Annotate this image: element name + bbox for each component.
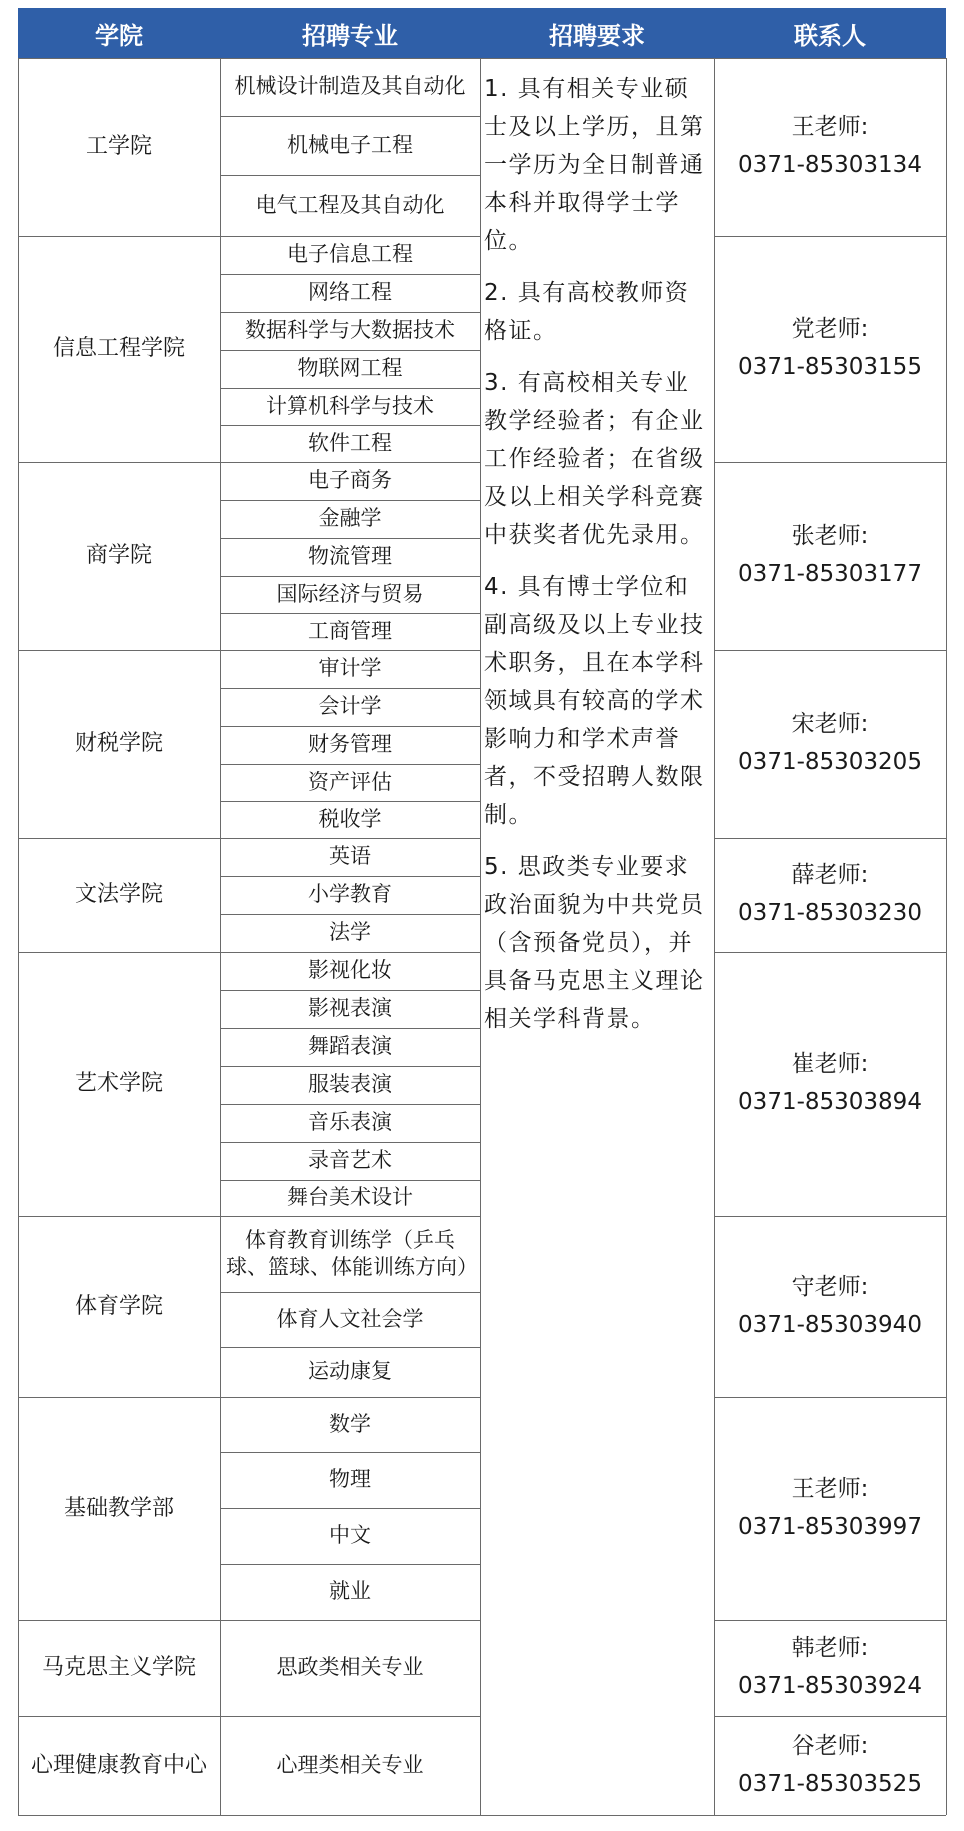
- major-cell: 物流管理: [308, 544, 392, 569]
- major-cell: 网络工程: [308, 280, 392, 305]
- grid-line: [18, 58, 946, 59]
- requirement-5: 5. 思政类专业要求政治面貌为中共党员（含预备党员），并具备马克思主义理论相关学科背景。: [484, 854, 705, 1032]
- contact-phone: 0371-85303155: [738, 354, 922, 380]
- requirements-text: [484, 70, 706, 1052]
- header-requirements: 招聘要求: [480, 8, 714, 58]
- contact-phone: 0371-85303525: [738, 1770, 922, 1797]
- college-name: 心理健康教育中心: [30, 1752, 207, 1778]
- major-cell: 音乐表演: [308, 1110, 392, 1135]
- major-cell: 软件工程: [308, 430, 392, 455]
- major-cell: 服装表演: [308, 1072, 392, 1097]
- grid-line: [946, 58, 947, 1815]
- header-college: 学院: [18, 8, 220, 58]
- major-cell: 影视化妆: [308, 958, 392, 983]
- college-name: 基础教学部: [63, 1495, 174, 1521]
- contact-phone: 0371-85303134: [738, 152, 922, 178]
- major-cell: 国际经济与贸易: [276, 581, 424, 606]
- grid-line: [480, 1815, 714, 1816]
- contact-phone: 0371-85303997: [738, 1513, 922, 1540]
- header-major: 招聘专业: [220, 8, 480, 58]
- major-cell: 中文: [329, 1523, 371, 1548]
- major-cell: 舞台美术设计: [287, 1185, 413, 1210]
- major-cell: 心理类相关专业: [276, 1752, 424, 1777]
- contact-phone: 0371-85303205: [738, 749, 922, 775]
- contact-phone: 0371-85303894: [738, 1089, 922, 1115]
- major-cell: 就业: [329, 1579, 371, 1604]
- requirement-1: 1. 具有相关专业硕士及以上学历，且第一学历为全日制普通本科并取得学士学位。: [484, 76, 705, 254]
- contact-name: 宋老师:: [791, 711, 869, 738]
- contact-cell: [714, 838, 946, 952]
- requirement-4: 4. 具有博士学位和副高级及以上专业技术职务，且在本学科领域具有较高的学术影响力和学术声誉者，不受招聘人数限制。: [484, 574, 705, 828]
- major-cell: 思政类相关专业: [276, 1655, 424, 1680]
- contact-name: 党老师:: [791, 316, 869, 343]
- grid-line: [18, 1815, 480, 1816]
- college-name: 文法学院: [74, 882, 163, 908]
- grid-line: [714, 1815, 946, 1816]
- major-cell: 计算机科学与技术: [266, 393, 434, 418]
- major-cell: 体育人文社会学: [276, 1306, 424, 1331]
- contact-name: 谷老师:: [791, 1732, 869, 1759]
- contact-cell: [714, 1620, 946, 1716]
- contact-cell: [714, 1216, 946, 1397]
- contact-cell: [714, 462, 946, 650]
- college-name: 艺术学院: [74, 1071, 163, 1097]
- contact-name: 王老师:: [791, 1475, 869, 1502]
- requirement-2: 2. 具有高校教师资格证。: [484, 280, 690, 344]
- contact-phone: 0371-85303230: [738, 900, 922, 926]
- college-name: 工学院: [85, 134, 152, 160]
- major-cell: 物理: [329, 1467, 371, 1492]
- major-cell: 录音艺术: [308, 1148, 392, 1173]
- major-cell: 体育教育训练学（乒乓球、篮球、体能训练方向）: [226, 1227, 478, 1279]
- contact-cell: [714, 952, 946, 1216]
- major-cell: 资产评估: [308, 769, 392, 794]
- major-cell: 英语: [329, 844, 371, 869]
- major-cell: 法学: [329, 920, 371, 945]
- major-cell: 电子商务: [308, 468, 392, 493]
- contact-cell: [714, 1716, 946, 1815]
- major-cell: 审计学: [318, 656, 382, 681]
- major-cell: 工商管理: [308, 618, 392, 643]
- college-name: 马克思主义学院: [41, 1655, 196, 1681]
- contact-name: 薛老师:: [791, 862, 869, 889]
- major-cell: 小学教育: [308, 882, 392, 907]
- contact-name: 崔老师:: [791, 1051, 869, 1078]
- major-cell: 物联网工程: [297, 356, 403, 381]
- major-cell: 舞蹈表演: [308, 1034, 392, 1059]
- major-cell: 会计学: [318, 694, 382, 719]
- contact-cell: [714, 1397, 946, 1620]
- major-cell: 影视表演: [308, 996, 392, 1021]
- major-cell: 数据科学与大数据技术: [245, 318, 455, 343]
- contact-cell: [714, 236, 946, 462]
- college-name: 体育学院: [74, 1293, 163, 1319]
- college-name: 商学院: [85, 543, 152, 569]
- major-cell: 金融学: [318, 506, 382, 531]
- major-cell: 电气工程及其自动化: [255, 192, 445, 217]
- major-cell: 电子信息工程: [287, 242, 413, 267]
- major-cell: 数学: [329, 1411, 371, 1436]
- contact-cell: [714, 650, 946, 838]
- contact-name: 守老师:: [791, 1273, 869, 1300]
- contact-phone: 0371-85303924: [738, 1673, 922, 1699]
- grid-line: [480, 58, 481, 1815]
- grid-line: [220, 58, 221, 1815]
- contact-name: 张老师:: [791, 523, 869, 550]
- major-cell: 运动康复: [308, 1359, 392, 1384]
- requirement-3: 3. 有高校相关专业教学经验者；有企业工作经验者；在省级及以上相关学科竞赛中获奖者优先录用。: [484, 370, 705, 548]
- contact-phone: 0371-85303940: [738, 1311, 922, 1338]
- major-cell: 机械电子工程: [287, 132, 413, 157]
- contact-cell: [714, 58, 946, 236]
- major-cell: 税收学: [318, 806, 382, 831]
- contact-name: 王老师:: [791, 114, 869, 141]
- contact-phone: 0371-85303177: [738, 561, 922, 587]
- college-name: 财税学院: [74, 731, 163, 757]
- major-cell: 机械设计制造及其自动化: [234, 74, 466, 99]
- college-name: 信息工程学院: [52, 336, 185, 362]
- contact-name: 韩老师:: [791, 1635, 869, 1662]
- header-contact: 联系人: [714, 8, 946, 58]
- major-cell: 财务管理: [308, 732, 392, 757]
